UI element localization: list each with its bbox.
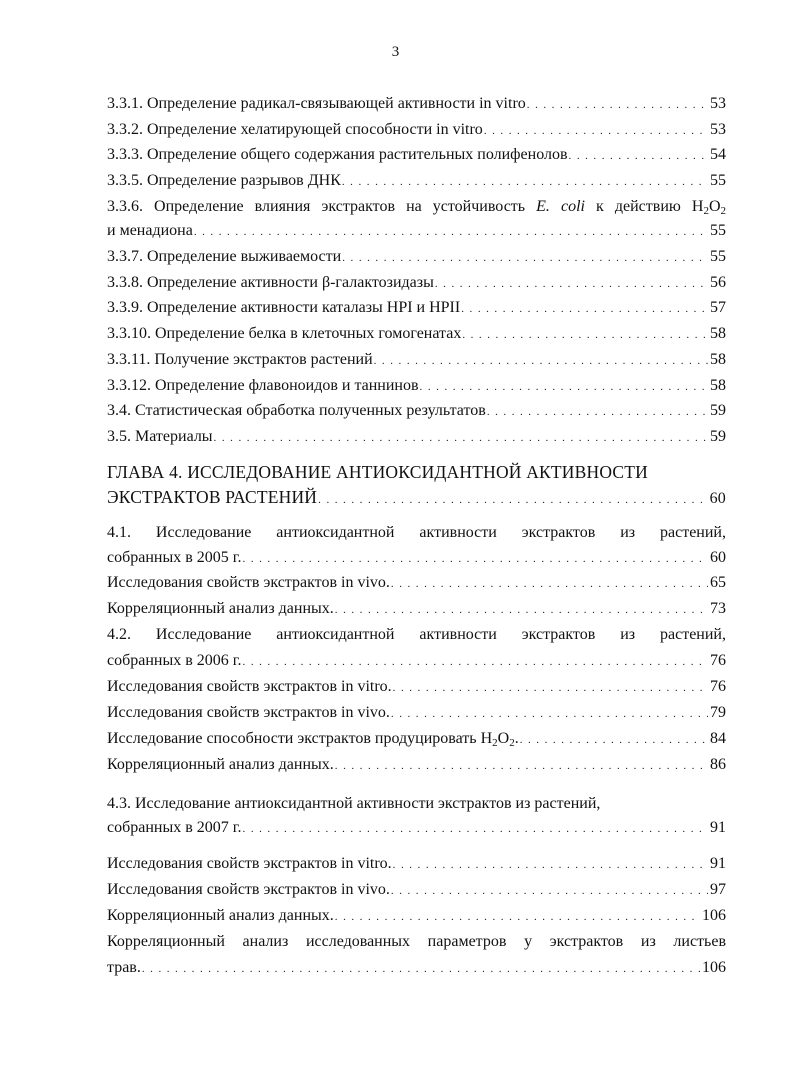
leader-dots: [487, 399, 708, 424]
toc-entry-3-3-12: [107, 374, 726, 398]
toc-entry-title: 3.4. Статистическая обработка полученных результатов: [107, 402, 486, 419]
toc-entry-page: 58: [710, 325, 726, 342]
toc-entry-3-3-7: [107, 245, 726, 269]
toc-entry-3-3-1: [107, 92, 726, 116]
toc-entry-3-3-3: [107, 143, 726, 167]
chapter-4-heading-line2: [107, 485, 726, 509]
toc-entry-title: Корреляционный анализ данных.: [107, 907, 334, 924]
toc-entry-title: 3.3.5. Определение разрывов ДНК: [107, 172, 341, 189]
page-number: 3: [391, 44, 400, 60]
toc-entry-title: 3.3.10. Определение белка в клеточных гомогенатах: [107, 325, 462, 342]
toc-entry-title: Исследования свойств экстрактов in vivo.: [107, 574, 390, 591]
toc-entry-page: 106: [702, 959, 726, 976]
toc-entry-3-3-2: [107, 118, 726, 142]
toc-entry-page: 91: [710, 819, 726, 836]
toc-entry-title: Корреляционный анализ данных.: [107, 600, 334, 617]
leader-dots: [374, 348, 708, 373]
leader-dots: [391, 701, 708, 726]
toc-entry-4-2-invitro: [107, 675, 726, 699]
toc-entry-4-1-line2: [107, 546, 726, 570]
toc-entry-title: собранных в 2006 г.: [107, 652, 242, 669]
toc-entry-page: 55: [710, 222, 726, 239]
toc-entry-title: Корреляционный анализ данных.: [107, 756, 334, 773]
toc-entry-title: Исследования свойств экстрактов in vivo.: [107, 704, 390, 721]
toc-entry-3-3-8: [107, 271, 726, 295]
toc-entry-4-3-line2: [107, 816, 726, 840]
leader-dots: [194, 219, 708, 244]
toc-entry-title: 3.3.7. Определение выживаемости: [107, 248, 342, 265]
leader-dots: [342, 245, 708, 270]
chapter-4-heading-line1: [107, 460, 726, 484]
chapter-title: ГЛАВА 4. ИССЛЕДОВАНИЕ АНТИОКСИДАНТНОЙ АКТИВНОСТИ: [107, 462, 648, 482]
toc-entry-title: 3.3.11. Получение экстрактов растений: [107, 351, 373, 368]
leader-dots: [335, 904, 700, 929]
toc-entry-page: 106: [702, 907, 726, 924]
toc-entry-page: 55: [710, 172, 726, 189]
toc-entry-3-3-6-line2: [107, 219, 726, 243]
toc-entry-title: 4.2. Исследование антиоксидантной активности экстрактов из растений,: [107, 626, 726, 643]
toc-entry-page: 65: [710, 574, 726, 591]
leader-dots: [569, 143, 708, 168]
toc-entry-3-5: [107, 425, 726, 449]
leader-dots: [243, 816, 708, 841]
toc-entry-title: 3.3.9. Определение активности каталазы HPI и HPII: [107, 299, 461, 316]
leader-dots: [393, 852, 708, 877]
leader-dots: [243, 649, 708, 674]
toc-entry-4-3-invivo: [107, 878, 726, 902]
toc-entry-4-2-line1: [107, 623, 726, 647]
toc-entry-3-3-9: [107, 296, 726, 320]
toc-entry-4-3-leaves-line1: [107, 930, 726, 954]
toc-entry-title: 3.3.8. Определение активности β-галактозидазы: [107, 274, 434, 291]
toc-entry-title: и менадиона: [107, 222, 193, 239]
toc-entry-4-2-h2o2: [107, 727, 726, 751]
toc-entry-title: 4.3. Исследование антиоксидантной активности экстрактов из растений,: [107, 795, 601, 812]
toc-entry-title: 3.3.3. Определение общего содержания растительных полифенолов: [107, 146, 568, 163]
toc-entry-page: 58: [710, 377, 726, 394]
toc-entry-page: 53: [710, 121, 726, 138]
leader-dots: [420, 374, 708, 399]
toc-entry-page: 59: [710, 402, 726, 419]
leader-dots: [393, 675, 708, 700]
toc-entry-4-3-correlation: [107, 904, 726, 928]
leader-dots: [335, 753, 708, 778]
leader-dots: [342, 169, 708, 194]
leader-dots: [335, 597, 708, 622]
toc-entry-page: 55: [710, 248, 726, 265]
toc-entry-3-4: [107, 399, 726, 423]
toc-entry-title: Исследования свойств экстрактов in vitro.: [107, 855, 392, 872]
toc-entry-title: трав.: [107, 959, 141, 976]
toc-entry-title: Корреляционный анализ исследованных параметров у экстрактов из листьев: [107, 933, 726, 950]
toc-entry-page: 54: [710, 146, 726, 163]
toc-entry-page: 91: [710, 855, 726, 872]
leader-dots: [142, 956, 700, 981]
toc-entry-page: 56: [710, 274, 726, 291]
chapter-title: ЭКСТРАКТОВ РАСТЕНИЙ: [107, 487, 318, 507]
toc-entry-page: 84: [710, 730, 726, 747]
leader-dots: [391, 878, 708, 903]
leader-dots: [214, 425, 708, 450]
toc-entry-page: 73: [710, 600, 726, 617]
toc-entry-page: 57: [710, 299, 726, 316]
toc-entry-4-1-invivo: [107, 571, 726, 595]
toc-entry-3-3-11: [107, 348, 726, 372]
toc-entry-title: 3.5. Материалы: [107, 428, 213, 445]
toc-entry-title: 3.3.12. Определение флавоноидов и таннинов: [107, 377, 419, 394]
leader-dots: [391, 571, 708, 596]
toc-entry-page: 86: [710, 756, 726, 773]
toc-entry-page: 97: [710, 881, 726, 898]
leader-dots: [484, 118, 708, 143]
toc-entry-page: 60: [709, 490, 726, 507]
toc-entry-title: 3.3.6. Определение влияния экстрактов на устойчивость E. coli к действию $H_2O_2$: [107, 198, 727, 217]
leader-dots: [461, 296, 708, 321]
toc-entry-title: 4.1. Исследование антиоксидантной активности экстрактов из растений,: [107, 524, 726, 541]
leader-dots: [527, 92, 708, 117]
leader-dots: [243, 546, 708, 571]
toc-entry-3-3-5: [107, 169, 726, 193]
toc-entry-title: 3.3.2. Определение хелатирующей способности in vitro: [107, 121, 483, 138]
leader-dots: [462, 322, 708, 347]
leader-dots: [318, 485, 707, 512]
toc-entry-page: 59: [710, 428, 726, 445]
toc-entry-3-3-10: [107, 322, 726, 346]
toc-entry-page: 76: [710, 678, 726, 695]
leader-dots: [435, 271, 708, 296]
toc-entry-page: 60: [710, 549, 726, 566]
toc-entry-title: Исследование способности экстрактов продуцировать $H_2O_2$.: [107, 730, 519, 749]
toc-entry-4-2-line2: [107, 649, 726, 673]
toc-entry-page: 58: [710, 351, 726, 368]
toc-entry-title: Исследования свойств экстрактов in vivo.: [107, 881, 390, 898]
toc-entry-page: 79: [710, 704, 726, 721]
toc-entry-title: 3.3.1. Определение радикал-связывающей активности in vitro: [107, 95, 526, 112]
toc-entry-4-1-line1: [107, 521, 726, 545]
toc-entry-title: Исследования свойств экстрактов in vitro.: [107, 678, 392, 695]
toc-entry-page: 53: [710, 95, 726, 112]
toc-entry-4-3-line1: [107, 792, 726, 816]
toc-entry-4-3-leaves-line2: [107, 956, 726, 980]
leader-dots: [520, 727, 708, 752]
toc-entry-page: 76: [710, 652, 726, 669]
toc-entry-title: собранных в 2007 г.: [107, 819, 242, 836]
toc-entry-4-3-invitro: [107, 852, 726, 876]
toc-entry-4-1-correlation: [107, 597, 726, 621]
toc-entry-title: собранных в 2005 г.: [107, 549, 242, 566]
toc-entry-3-3-6-line1: [107, 195, 726, 219]
toc-entry-4-2-invivo: [107, 701, 726, 725]
toc-entry-4-2-correlation: [107, 753, 726, 777]
